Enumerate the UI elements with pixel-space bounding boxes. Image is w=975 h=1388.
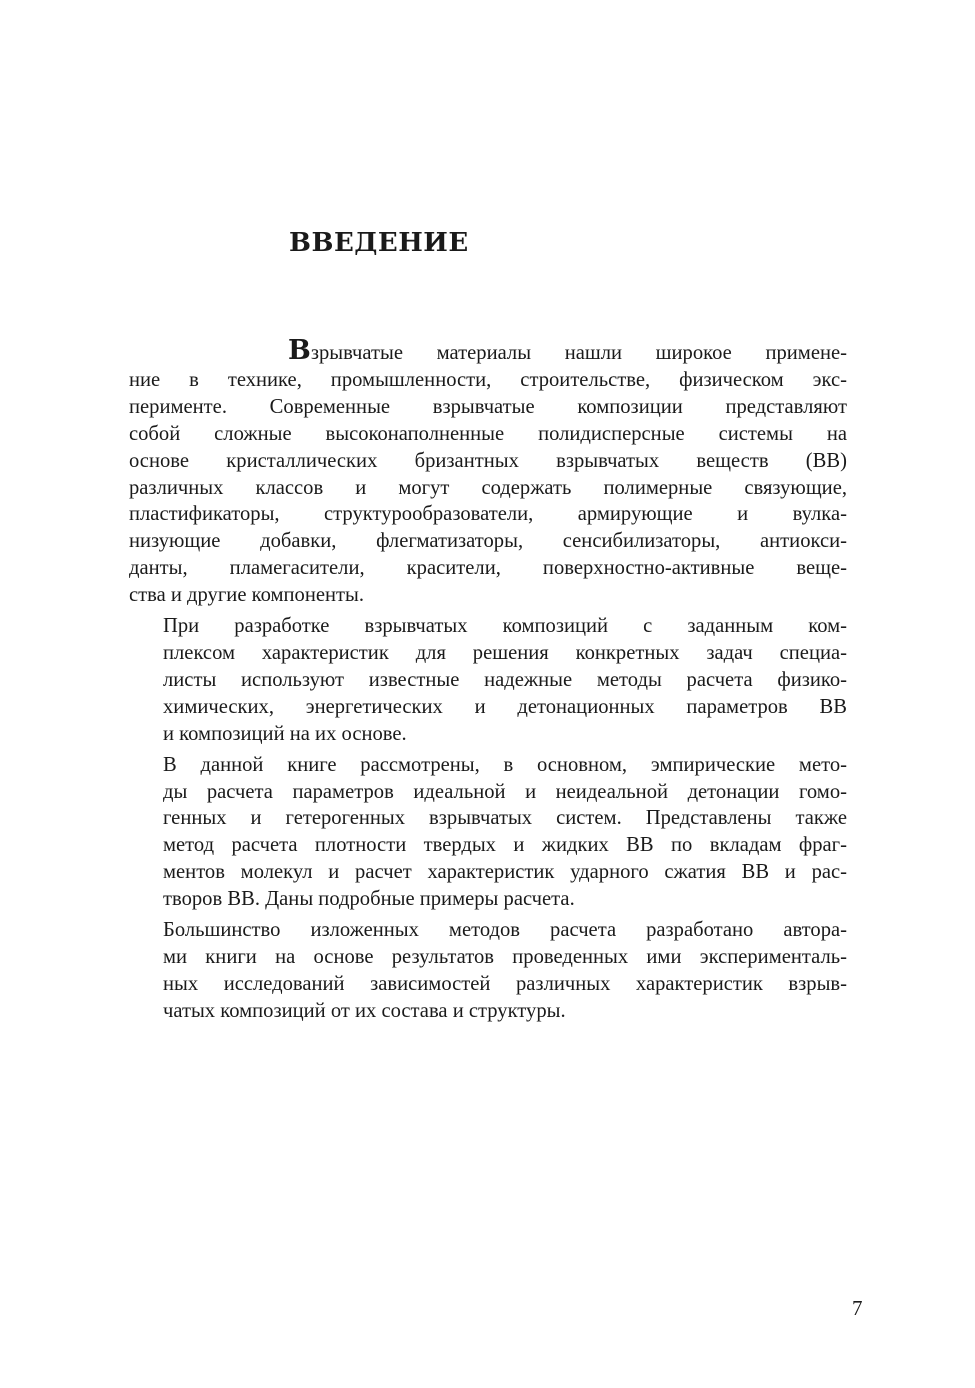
text-line: Большинство изложенных методов расчета разработано автора- (163, 919, 847, 942)
drop-cap: В (288, 335, 311, 366)
text-line: При разработке взрывчатых композиций с заданным ком- (163, 615, 847, 638)
text-line: плексом характеристик для решения конкретных задач специа- (163, 641, 847, 664)
body-text (129, 335, 847, 1029)
text-line: ства и другие компоненты. (129, 584, 364, 607)
text-line: и композиций на их основе. (163, 722, 407, 745)
text-line: низующие добавки, флегматизаторы, сенсибилизаторы, антиокси- (129, 530, 847, 553)
text-line: перименте. Современные взрывчатые композиции представляют (129, 395, 847, 418)
text-line (129, 335, 847, 367)
paragraph-1 (129, 335, 847, 609)
paragraph-2 (129, 613, 847, 748)
text-line: творов ВВ. Даны подробные примеры расчета. (163, 888, 575, 911)
text-line-content: зрывчатые материалы нашли широкое примене- (310, 342, 847, 364)
text-line: химических, энергетических и детонационных параметров ВВ (163, 695, 847, 718)
text-line: пластификаторы, структурообразователи, армирующие и вулка- (129, 503, 847, 526)
section-heading: ВВЕДЕНИЕ (289, 228, 469, 258)
text-line: ды расчета параметров идеальной и неидеальной детонации гомо- (163, 780, 847, 803)
text-line: собой сложные высоконаполненные полидисперсные системы на (129, 422, 847, 445)
paragraph-4 (129, 917, 847, 1025)
text-line: ние в технике, промышленности, строительстве, физическом экс- (129, 368, 847, 391)
text-line: ментов молекул и расчет характеристик ударного сжатия ВВ и рас- (163, 861, 847, 884)
text-line: В данной книге рассмотрены, в основном, эмпирические мето- (163, 753, 847, 776)
text-line: метод расчета плотности твердых и жидких ВВ по вкладам фраг- (163, 834, 847, 857)
text-line: основе кристаллических бризантных взрывчатых веществ (ВВ) (129, 449, 847, 472)
paragraph-3 (129, 752, 847, 913)
text-line: данты, пламегасители, красители, поверхностно-активные веще- (129, 557, 847, 580)
page-number: 7 (852, 1296, 863, 1320)
text-line: ных исследований зависимостей различных характеристик взрыв- (163, 972, 847, 995)
text-line: чатых композиций от их состава и структуры. (163, 999, 566, 1022)
text-line: листы используют известные надежные методы расчета физико- (163, 668, 847, 691)
text-line: генных и гетерогенных взрывчатых систем. Представлены также (163, 807, 847, 830)
text-line: ми книги на основе результатов проведенных ими эксперименталь- (163, 945, 847, 968)
text-line: различных классов и могут содержать полимерные связующие, (129, 476, 847, 499)
